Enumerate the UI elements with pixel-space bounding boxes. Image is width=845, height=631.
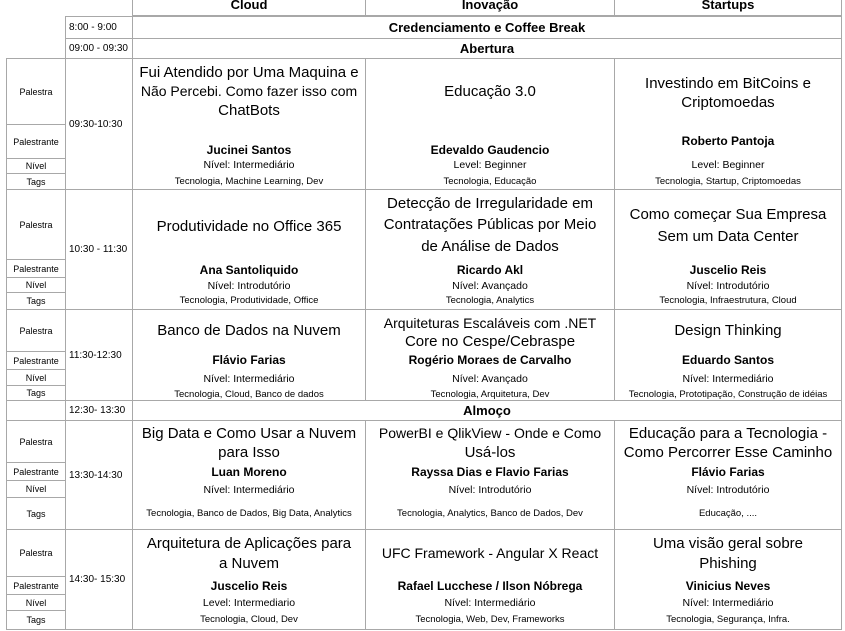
talk-title: Phishing: [699, 555, 757, 572]
label-palestra: Palestra: [6, 58, 66, 125]
label-tags: Tags: [6, 610, 66, 630]
talk-tags: Tecnologia, Prototipação, Construção de idéias: [628, 389, 828, 400]
talk-tags: Tecnologia, Educação: [443, 176, 537, 187]
label-palestrante: Palestrante: [6, 462, 66, 481]
talk-title: Banco de Dados na Nuvem: [157, 322, 341, 339]
talk-tags: Educação, ....: [698, 508, 758, 519]
track-header-startups: Startups: [614, 0, 842, 16]
talk-cell: [614, 309, 842, 401]
plenary-almoco: Almoço: [132, 400, 842, 421]
time-cell: 14:30- 15:30: [65, 529, 133, 630]
time-cell: 09:00 - 09:30: [65, 38, 133, 59]
track-header-inovacao: Inovação: [365, 0, 615, 16]
talk-speaker: Flávio Farias: [691, 465, 765, 479]
talk-title: Produtividade no Office 365: [156, 218, 342, 235]
talk-cell: [132, 58, 366, 190]
talk-cell: [132, 189, 366, 310]
talk-level: Nível: Intermediário: [203, 373, 295, 385]
talk-title: Como Percorrer Esse Caminho: [623, 444, 833, 461]
talk-tags: Tecnologia, Infraestrutura, Cloud: [659, 295, 797, 306]
talk-cell: [365, 309, 615, 401]
talk-tags: Tecnologia, Machine Learning, Dev: [174, 176, 324, 187]
talk-title: UFC Framework - Angular X React: [381, 545, 599, 561]
talk-speaker: Juscelio Reis: [210, 579, 288, 593]
label-nivel: Nível: [6, 369, 66, 386]
label-palestrante: Palestrante: [6, 124, 66, 159]
label-tags: Tags: [6, 497, 66, 530]
label-palestrante: Palestrante: [6, 259, 66, 278]
talk-level: Nível: Avançado: [452, 280, 528, 292]
label-palestra: Palestra: [6, 189, 66, 260]
talk-tags: Tecnologia, Web, Dev, Frameworks: [415, 614, 565, 625]
talk-cell: [132, 420, 366, 530]
blank-cell: [6, 400, 66, 421]
talk-title: PowerBI e QlikView - Onde e Como: [378, 425, 602, 441]
label-tags: Tags: [6, 385, 66, 401]
talk-level: Level: Beginner: [453, 159, 527, 171]
time-cell: 09:30-10:30: [65, 58, 133, 190]
time-cell: 8:00 - 9:00: [65, 16, 133, 39]
talk-speaker: Roberto Pantoja: [681, 134, 775, 148]
talk-tags: Tecnologia, Segurança, Infra.: [666, 614, 790, 625]
talk-speaker: Rafael Lucchese / Ilson Nóbrega: [397, 579, 583, 593]
talk-level: Nível: Introdutório: [686, 484, 770, 496]
talk-tags: Tecnologia, Analytics: [445, 295, 535, 306]
talk-title: Usá-los: [464, 444, 516, 461]
talk-cell: [614, 529, 842, 630]
talk-cell: [614, 420, 842, 530]
talk-speaker: Flávio Farias: [212, 353, 286, 367]
talk-title: Arquiteturas Escaláveis com .NET: [383, 315, 597, 331]
talk-title: a Nuvem: [218, 555, 280, 572]
label-nivel: Nível: [6, 480, 66, 498]
label-nivel: Nível: [6, 277, 66, 293]
talk-title: Detecção de Irregularidade em: [387, 195, 593, 212]
talk-level: Nível: Intermediário: [203, 159, 295, 171]
talk-level: Level: Beginner: [691, 159, 765, 171]
talk-title: Fui Atendido por Uma Maquina e: [139, 64, 359, 81]
talk-title: Design Thinking: [674, 322, 782, 339]
talk-speaker: Rayssa Dias e Flavio Farias: [411, 465, 569, 479]
talk-title: de Análise de Dados: [421, 238, 559, 255]
talk-cell: [365, 189, 615, 310]
talk-level: Nível: Avançado: [452, 373, 528, 385]
talk-tags: Tecnologia, Cloud, Dev: [200, 614, 298, 625]
talk-title: para Isso: [218, 444, 280, 461]
talk-cell: [132, 529, 366, 630]
plenary-credenciamento: Credenciamento e Coffee Break: [132, 16, 842, 39]
talk-tags: Tecnologia, Startup, Criptomoedas: [655, 176, 801, 187]
talk-speaker: Rogério Moraes de Carvalho: [408, 353, 572, 367]
talk-speaker: Luan Moreno: [211, 465, 287, 479]
label-tags: Tags: [6, 292, 66, 310]
talk-cell: [365, 529, 615, 630]
talk-title: Como começar Sua Empresa: [629, 206, 827, 223]
talk-level: Nível: Intermediário: [444, 597, 536, 609]
talk-speaker: Juscelio Reis: [689, 263, 767, 277]
talk-title: Criptomoedas: [681, 94, 775, 111]
talk-tags: Tecnologia, Banco de Dados, Big Data, Analytics: [146, 508, 352, 519]
talk-cell: [365, 420, 615, 530]
talk-speaker: Jucinei Santos: [206, 143, 292, 157]
talk-cell: [614, 189, 842, 310]
talk-title: Contratações Públicas por Meio: [383, 216, 597, 233]
talk-speaker: Edevaldo Gaudencio: [430, 143, 550, 157]
talk-title: Educação 3.0: [444, 83, 536, 100]
time-cell: 10:30 - 11:30: [65, 189, 133, 310]
talk-level: Nível: Intermediário: [203, 484, 295, 496]
talk-tags: Tecnologia, Produtividade, Office: [179, 295, 319, 306]
talk-title: ChatBots: [218, 102, 280, 119]
track-header-cloud: Cloud: [132, 0, 366, 16]
talk-title: Big Data e Como Usar a Nuvem: [141, 425, 357, 442]
talk-level: Level: Intermediario: [202, 597, 296, 609]
time-cell: 11:30-12:30: [65, 309, 133, 401]
talk-title: Sem um Data Center: [657, 228, 799, 245]
label-tags: Tags: [6, 173, 66, 190]
talk-speaker: Ana Santoliquido: [199, 263, 299, 277]
talk-title: Investindo em BitCoins e: [645, 75, 811, 92]
talk-title: Core no Cespe/Cebraspe: [404, 333, 576, 350]
label-nivel: Nível: [6, 158, 66, 174]
talk-title: Uma visão geral sobre: [652, 535, 804, 552]
talk-tags: Tecnologia, Arquitetura, Dev: [430, 389, 550, 400]
label-palestrante: Palestrante: [6, 576, 66, 595]
time-cell: 12:30- 13:30: [65, 400, 133, 421]
label-palestra: Palestra: [6, 420, 66, 463]
label-palestrante: Palestrante: [6, 351, 66, 370]
talk-cell: [132, 309, 366, 401]
talk-level: Nível: Introdutório: [207, 280, 291, 292]
talk-speaker: Vinicius Neves: [685, 579, 771, 593]
talk-title: Não Percebi. Como fazer isso com: [140, 83, 358, 99]
plenary-abertura: Abertura: [132, 38, 842, 59]
time-cell: 13:30-14:30: [65, 420, 133, 530]
talk-speaker: Eduardo Santos: [681, 353, 774, 367]
talk-title: Arquitetura de Aplicações para: [146, 535, 352, 552]
talk-level: Nível: Intermediário: [682, 373, 774, 385]
label-nivel: Nível: [6, 594, 66, 611]
talk-cell: [365, 58, 615, 190]
label-palestra: Palestra: [6, 529, 66, 577]
talk-level: Nível: Intermediário: [682, 597, 774, 609]
talk-title: Educação para a Tecnologia -: [628, 425, 828, 442]
talk-speaker: Ricardo Akl: [456, 263, 524, 277]
talk-level: Nível: Introdutório: [448, 484, 532, 496]
talk-cell: [614, 58, 842, 190]
talk-level: Nível: Introdutório: [686, 280, 770, 292]
talk-tags: Tecnologia, Analytics, Banco de Dados, Dev: [397, 508, 583, 519]
talk-tags: Tecnologia, Cloud, Banco de dados: [174, 389, 324, 400]
label-palestra: Palestra: [6, 309, 66, 352]
